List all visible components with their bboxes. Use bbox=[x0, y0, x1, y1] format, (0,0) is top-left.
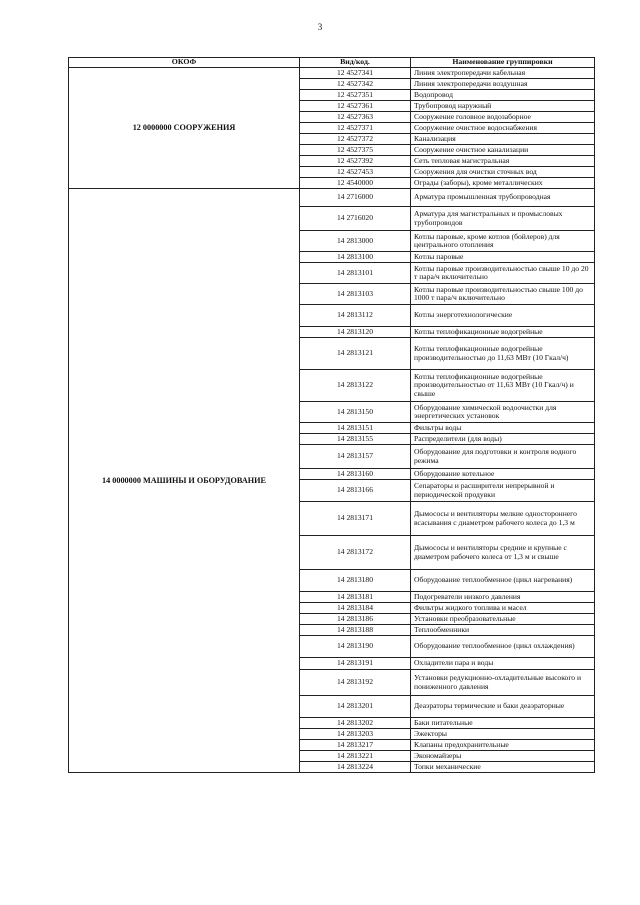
row-name: Сооружение очистное водоснабжения bbox=[411, 123, 595, 134]
header-name: Наименование группировки bbox=[411, 58, 595, 68]
row-name: Котлы теплофикационные водогрейные производительностью до 11,63 МВт (10 Гкал/ч) bbox=[411, 338, 595, 370]
row-code: 14 2813224 bbox=[300, 762, 411, 773]
row-code: 14 2813203 bbox=[300, 729, 411, 740]
row-code: 14 2813202 bbox=[300, 718, 411, 729]
row-name: Подогреватели низкого давления bbox=[411, 592, 595, 603]
row-name: Фильтры жидкого топлива и масел bbox=[411, 603, 595, 614]
page-number: 3 bbox=[317, 22, 323, 32]
row-code: 12 4527371 bbox=[300, 123, 411, 134]
row-name: Арматура для магистральных и промысловых трубопроводов bbox=[411, 207, 595, 231]
row-code: 12 4527392 bbox=[300, 156, 411, 167]
row-name: Котлы паровые производительностью свыше 100 до 1000 т пара/ч включительно bbox=[411, 284, 595, 305]
row-name: Оборудование теплообменное (цикл нагревания) bbox=[411, 570, 595, 592]
row-code: 14 2813160 bbox=[300, 469, 411, 480]
table-body bbox=[69, 68, 595, 773]
row-code: 12 4527342 bbox=[300, 79, 411, 90]
row-name: Теплообменники bbox=[411, 625, 595, 636]
row-name: Оборудование для подготовки и контроля водного режима bbox=[411, 445, 595, 469]
row-name: Сепараторы и расширители непрерывной и периодической продувки bbox=[411, 480, 595, 502]
row-code: 12 4527351 bbox=[300, 90, 411, 101]
row-code: 14 2813171 bbox=[300, 502, 411, 536]
row-name: Клапаны предохранительные bbox=[411, 740, 595, 751]
row-code: 14 2716000 bbox=[300, 189, 411, 207]
row-name: Дымососы и вентиляторы мелкие одностороннего всасывания с диаметром рабочего колеса до 1,3 м bbox=[411, 502, 595, 536]
row-code: 14 2813122 bbox=[300, 370, 411, 402]
row-name: Дымососы и вентиляторы средние и крупные с диаметром рабочего колеса от 1,3 м и свыше bbox=[411, 536, 595, 570]
table-header-row bbox=[69, 58, 595, 68]
row-code: 14 2813188 bbox=[300, 625, 411, 636]
row-code: 14 2813121 bbox=[300, 338, 411, 370]
row-code: 12 4527361 bbox=[300, 101, 411, 112]
row-name: Котлы теплофикационные водогрейные производительностью от 11,63 МВт (10 Гкал/ч) и свыше bbox=[411, 370, 595, 402]
group-title: 14 0000000 МАШИНЫ И ОБОРУДОВАНИЕ bbox=[69, 189, 300, 773]
row-name: Охладители пара и воды bbox=[411, 658, 595, 670]
row-name: Фильтры воды bbox=[411, 423, 595, 434]
row-name: Котлы теплофикационные водогрейные bbox=[411, 327, 595, 338]
row-name: Котлы паровые bbox=[411, 252, 595, 263]
row-name: Сооружения для очистки сточных вод bbox=[411, 167, 595, 178]
row-code: 14 2813190 bbox=[300, 636, 411, 658]
row-code: 14 2813112 bbox=[300, 305, 411, 327]
row-name: Водопровод bbox=[411, 90, 595, 101]
row-name: Распределители (для воды) bbox=[411, 434, 595, 445]
row-code: 14 2813166 bbox=[300, 480, 411, 502]
row-code: 14 2813151 bbox=[300, 423, 411, 434]
row-code: 14 2813201 bbox=[300, 696, 411, 718]
row-name: Линия электропередачи воздушная bbox=[411, 79, 595, 90]
row-name: Котлы энерготехнологические bbox=[411, 305, 595, 327]
row-name: Топки механические bbox=[411, 762, 595, 773]
row-code: 14 2813100 bbox=[300, 252, 411, 263]
row-code: 14 2813155 bbox=[300, 434, 411, 445]
row-name: Оборудование котельное bbox=[411, 469, 595, 480]
row-name: Установки редукционно-охладительные высокого и пониженного давления bbox=[411, 670, 595, 696]
row-code: 14 2813184 bbox=[300, 603, 411, 614]
row-name: Трубопровод наружный bbox=[411, 101, 595, 112]
row-name: Баки питательные bbox=[411, 718, 595, 729]
row-code: 14 2813180 bbox=[300, 570, 411, 592]
row-name: Оборудование теплообменное (цикл охлаждения) bbox=[411, 636, 595, 658]
row-name: Котлы паровые, кроме котлов (бойлеров) для центрального отопления bbox=[411, 231, 595, 252]
row-name: Сооружение головное водозаборное bbox=[411, 112, 595, 123]
row-name: Сеть тепловая магистральная bbox=[411, 156, 595, 167]
row-code: 12 4527363 bbox=[300, 112, 411, 123]
header-code: Вид/код. bbox=[300, 58, 411, 68]
row-name: Сооружение очистное канализации bbox=[411, 145, 595, 156]
row-name: Котлы паровые производительностью свыше 10 до 20 т пара/ч включительно bbox=[411, 263, 595, 284]
row-code: 12 4540000 bbox=[300, 178, 411, 189]
header-okof: ОКОФ bbox=[69, 58, 300, 68]
row-name: Установки преобразовательные bbox=[411, 614, 595, 625]
row-code: 12 4527453 bbox=[300, 167, 411, 178]
row-code: 14 2813181 bbox=[300, 592, 411, 603]
row-code: 14 2813221 bbox=[300, 751, 411, 762]
row-code: 14 2716020 bbox=[300, 207, 411, 231]
row-code: 14 2813150 bbox=[300, 402, 411, 423]
row-code: 14 2813191 bbox=[300, 658, 411, 670]
row-code: 14 2813101 bbox=[300, 263, 411, 284]
row-name: Оборудование химической водоочистки для энергетических установок bbox=[411, 402, 595, 423]
row-code: 12 4527341 bbox=[300, 68, 411, 79]
row-code: 14 2813000 bbox=[300, 231, 411, 252]
row-code: 14 2813120 bbox=[300, 327, 411, 338]
row-name: Эжекторы bbox=[411, 729, 595, 740]
row-code: 14 2813192 bbox=[300, 670, 411, 696]
row-code: 12 4527372 bbox=[300, 134, 411, 145]
group-title: 12 0000000 СООРУЖЕНИЯ bbox=[69, 68, 300, 189]
row-code: 14 2813186 bbox=[300, 614, 411, 625]
row-name: Деаэраторы термические и баки деаэраторные bbox=[411, 696, 595, 718]
row-code: 14 2813157 bbox=[300, 445, 411, 469]
row-code: 14 2813217 bbox=[300, 740, 411, 751]
row-name: Линия электропередачи кабельная bbox=[411, 68, 595, 79]
row-name: Ограды (заборы), кроме металлических bbox=[411, 178, 595, 189]
table-row bbox=[69, 68, 595, 79]
row-name: Канализация bbox=[411, 134, 595, 145]
row-name: Арматура промышленная трубопроводная bbox=[411, 189, 595, 207]
okof-table bbox=[68, 57, 595, 773]
row-name: Экономайзеры bbox=[411, 751, 595, 762]
row-code: 14 2813172 bbox=[300, 536, 411, 570]
row-code: 12 4527375 bbox=[300, 145, 411, 156]
row-code: 14 2813103 bbox=[300, 284, 411, 305]
table-row bbox=[69, 189, 595, 207]
